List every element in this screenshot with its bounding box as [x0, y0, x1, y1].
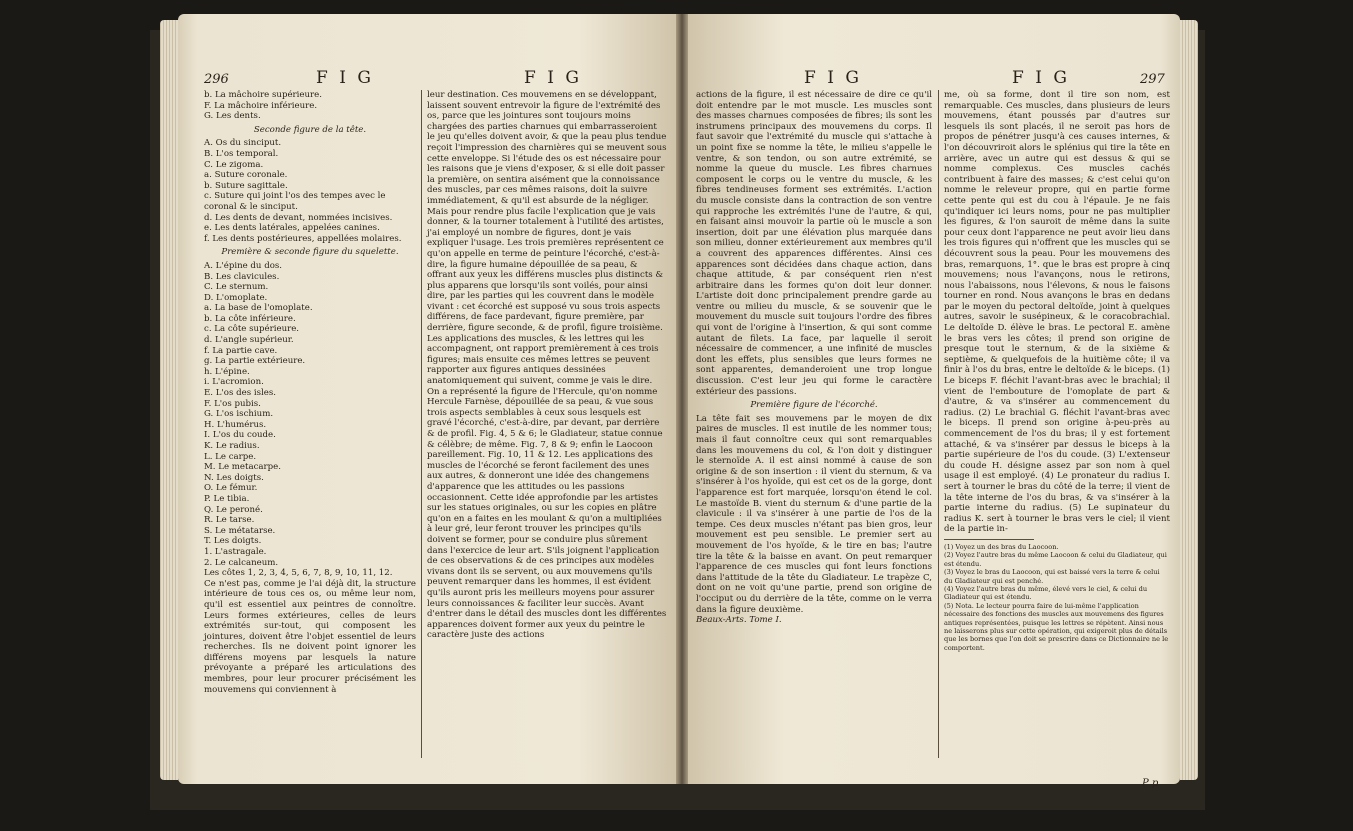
left-col1-entry: T. Les doigts.	[204, 536, 262, 547]
column-rule-right	[938, 90, 939, 758]
left-col1-entry: f. La partie cave.	[204, 345, 278, 356]
left-col1-entry: b. Suture sagittale.	[204, 180, 288, 191]
left-col1-entry: G. Les dents.	[204, 111, 261, 122]
left-col1-entry: 1. L'astragale.	[204, 546, 267, 557]
left-col1-entry: G. L'os ischium.	[204, 409, 274, 420]
left-col1-running-head: F I G	[316, 68, 374, 88]
left-col1-entry: c. Suture qui joint l'os des tempes avec le coronal & le sinciput.	[204, 191, 386, 212]
footnote: (4) Voyez l'autre bras du même, élevé vers le ciel, & celui du Gladiateur qui est étendu.	[944, 584, 1148, 602]
left-col1-entry: Les côtes 1, 2, 3, 4, 5, 6, 7, 8, 9, 10, 11, 12.	[204, 568, 393, 579]
left-col1-entry: R. Le tarse.	[204, 515, 255, 526]
right-col1-footer: Beaux-Arts. Tome I.	[696, 615, 782, 626]
left-col1-entry: C. Le sternum.	[204, 282, 269, 293]
left-col1-entry: S. Le métatarse.	[204, 525, 276, 536]
left-col1-entry: 2. Le calcaneum.	[204, 557, 279, 568]
left-col1-entry: Première & seconde figure du squelette.	[221, 247, 399, 258]
right-col1-text-b: La tête fait ses mouvemens par le moyen de dix paires de muscles. Il est inutile de les nommer tous; mais il faut connoître ceux qui sont remarquables dans les mouvemens du col, & l'on doit y distinguer le sternoïde A. il est ainsi nommé à cause de son origine & de son insertion : il vient du sternum, & va s'insérer à l'os hyoïde, qui est cet os de la gorge, dont l'apparence est fort marquée, lorsqu'on étend le col. Le mastoïde B. vient du sternum & d'une partie de la clavicule : il va s'insérer à une partie de l'os de la tempe. Ces deux muscles n'étant pas bien gros, leur mouvement est peu sensible. Le premier sert au mouvement de l'os hyoïde, & le tire en bas; l'autre tire la tête & la baisse en avant. On peut remarquer l'apparence de ces muscles qui font leurs fonctions dans l'attitude de la tête du Gladiateur. Le trapèze C, dont on ne voit qu'une partie, prend son origine de l'occiput ou du derrière de la tête, comme on le verra dans la figure deuxième.	[696, 413, 932, 615]
footnote: (2) Voyez l'autre bras du même Laocoon & celui du Gladiateur, qui est étendu.	[944, 551, 1167, 568]
right-col2-running-head: F I G	[1012, 68, 1070, 88]
left-col1-entry: Seconde figure de la tête.	[253, 124, 367, 135]
book-gutter	[676, 14, 688, 784]
left-col2-running-head: F I G	[524, 68, 582, 88]
left-page-edges	[160, 20, 178, 780]
footnote: (3) Voyez le bras du Laocoon, qui est baissé vers la terre & celui du Gladiateur qui est penché.	[944, 568, 1160, 585]
left-col1-entry: O. Le fémur.	[204, 483, 258, 494]
right-col1-running-head: F I G	[804, 68, 862, 88]
left-col1-entry: f. Les dents postérieures, appellées molaires.	[204, 233, 402, 244]
left-col1-entry: b. La côte inférieure.	[204, 313, 296, 324]
left-col1-entry: A. L'épine du dos.	[204, 260, 283, 271]
footnotes	[944, 543, 1170, 652]
left-col1-entry: M. Le metacarpe.	[204, 462, 281, 473]
left-col1-entry: a. Suture coronale.	[204, 170, 288, 181]
footnote: (1) Voyez un des bras du Laocoon.	[944, 542, 1059, 551]
left-col1-entry: i. L'acromion.	[204, 377, 264, 388]
left-column-1	[204, 90, 416, 695]
left-col1-entry: C. Le zigoma.	[204, 159, 264, 170]
footnote-rule	[944, 539, 1034, 540]
left-col1-entry: g. La partie extérieure.	[204, 356, 306, 367]
right-column-2	[944, 90, 1170, 652]
left-col1-entry: a. La base de l'omoplate.	[204, 303, 313, 314]
right-page-edges	[1180, 20, 1198, 780]
left-col1-entry: B. Les clavicules.	[204, 271, 280, 282]
left-col1-entry: F. La mâchoire inférieure.	[204, 100, 318, 111]
left-col1-entry: h. L'épine.	[204, 366, 250, 377]
left-col1-entry: D. L'omoplate.	[204, 292, 268, 303]
right-col2-text: me, où sa forme, dont il tire son nom, est remarquable. Ces muscles, dans plusieurs de leurs mouvemens, étant poussés par d'autres sur lesquels ils sont placés, il ne seroit pas hors de propos de pénétrer jusqu'à ces causes internes, & l'on découvriroit alors le splénius qui tire la tête en arrière, avec un autre qui est dessus & qui se nomme complexus. Ces muscles cachés contribuent à faire des masses; & c'est celui qu'on nomme le releveur propre, qui en partie forme cette pente qui est du cou à l'épaule. Je ne fais qu'indiquer ici leurs noms, pour ne pas multiplier les figures, & l'on sauroit de même dans la suite pour ceux dont l'apparence ne peut avoir lieu dans les trois figures qui n'offrent que les muscles qui se découvrent sous la peau. Pour les mouvemens des bras, remarquons, 1°. que le bras est propre à cinq mouvemens; nous l'avançons, nous le retirons, nous l'abaissons, nous l'élevons, & nous le faisons tourner en rond. Nous avançons le bras en dedans par le moyen du pectoral deltoïde, joint à quelques autres, savoir le susépineux, & le coracobrachial. Le deltoïde D. élève le bras. Le pectoral E. amène le bras vers les côtes; il prend son origine de presque tout le sternum, & de la sixième & septième, & quelquefois de la huitième côte; il va finir à l'os du bras, entre le deltoïde & le biceps. (1) Le biceps F. fléchit l'avant-bras avec le brachial; il vient de l'embouture de l'omoplate de part & d'autre, & va s'insérer au commencement du radius. (2) Le brachial G. fléchit l'avant-bras avec le biceps. Il prend son origine à-peu-près au commencement de l'os du bras; il y est fortement attaché, & va s'insérer par dessus le biceps à la partie supérieure de l'os du coude. (3) L'extenseur du coude H. désigne assez par son nom à quel usage il est employé. (4) Le pronateur du radius I. sert à tourner le bras du côté de la terre; il vient de la tête interne de l'os du bras, & va s'insérer à la partie interne du radius. (5) Le supinateur du radius K. sert à tourner le bras vers le ciel; il vient de la partie in-	[944, 90, 1170, 535]
left-col1-entry: N. Les doigts.	[204, 472, 264, 483]
left-page-number: 296	[204, 72, 229, 87]
left-col1-entry: Q. Le peroné.	[204, 504, 263, 515]
left-col1-entry: c. La côte supérieure.	[204, 324, 300, 335]
right-col1-heading: Première figure de l'écorché.	[750, 400, 878, 411]
left-col1-entry: e. Les dents latérales, appelées canines.	[204, 223, 380, 234]
footnote: (5) Nota. Le lecteur pourra faire de lui-même l'application nécessaire des fonctions des muscles aux mouvemens des figures antiques représentées, puisque les lettres se répètent. Ainsi nous ne laisserons plus sur cette opération, qui exigeroit plus de détails que les bornes que l'on doit se prescrire dans ce Dictionnaire ne le comportent.	[944, 601, 1169, 652]
right-col1-text: actions de la figure, il est nécessaire de dire ce qu'il doit entendre par le mot muscle. Les muscles sont des masses charnues composées de fibres; ils sont les instrumens principaux des mouvemens du corps. Il faut savoir que l'extrémité du muscle qui s'attache à un point fixe se nomme la tête, le milieu s'appelle le ventre, & son tendon, ou son autre extrémité, se nomme la queue du muscle. Les fibres charnues composent le corps ou le ventre du muscle, & les fibres tendineuses forment ses extrémités. L'action du muscle consiste dans la contraction de son ventre qui rapproche les extrémités l'une de l'autre, & qui, en faisant ainsi mouvoir la partie où le muscle a son insertion, doit par une élévation plus marquée dans son milieu, donner extérieurement aux membres qu'il a couvrent des apparences différentes. Ainsi ces apparences sont décidées dans chaque action, dans chaque attitude, & par conséquent rien n'est arbitraire dans les formes qu'on doit leur donner. L'artiste doit donc principalement prendre garde au ventre ou milieu du muscle, & se souvenir que le mouvement du muscle suit toujours l'ordre des fibres qui vont de l'origine à l'insertion, & qui sont comme autant de filets. La face, par laquelle il seroit nécessaire de commencer, a une infinité de muscles dont les effets, plus sensibles que leurs formes ne sont apparentes, demanderoient une trop longue discussion. C'est leur jeu qui forme le caractère extérieur des passions.	[696, 90, 932, 397]
left-col1-entry: A. Os du sinciput.	[204, 138, 282, 149]
left-column-2: leur destination. Ces mouvemens en se développant, laissent souvent entrevoir la figure de l'extrémité des os, parce que les jointures sont toujours moins chargées des parties charnues qui embarrasseroient le jeu qu'elles doivent avoir, & que la peau plus tendue reçoit l'impression des charnières qui se meuvent sous cette enveloppe. Si l'étude des os est nécessaire pour les raisons que je viens d'exposer, & si elle doit passer la première, on sentira aisément que la connoissance des muscles, par ces mêmes raisons, doit la suivre immédiatement, & qu'il est absurde de la négliger. Mais pour rendre plus facile l'explication que je vais donner, & la tourner totalement à l'utilité des artistes, j'ai employé un nombre de figures, dont je vais expliquer l'usage. Les trois premières représentent ce qu'on appelle en terme de peinture l'écorché, c'est-à-dire, la figure humaine dépouillée de sa peau, & offrant aux yeux les différens muscles plus distincts & plus apparens que lorsqu'ils sont voilés, pour ainsi dire, par les parties qui les couvrent dans le modèle vivant : cet écorché est supposé vu sous trois aspects différens, de face pardevant, figure première, par derrière, figure seconde, & de profil, figure troisième. Les applications des muscles, & les lettres qui les accompagnent, ont rapport premièrement à ces trois figures; mais ensuite ces mêmes lettres se peuvent rapporter aux figures antiques dessinées anatomiquement qui suivent, comme je vais le dire. On a représenté la figure de l'Hercule, qu'on nomme Hercule Farnèse, dépouillée de sa peau, & vue sous trois aspects semblables à ceux sous lesquels est gravé l'écorché, c'est-à-dire, par devant, par derrière & de profil. Fig. 4, 5 & 6; le Gladiateur, statue connue & célèbre; de même. Fig. 7, 8 & 9; enfin le Laocoon pareillement. Fig. 10, 11 & 12. Les applications des muscles de l'écorché se feront facilement des unes aux autres, & donneront une idée des changemens d'apparence que les attitudes ou les passions occasionnent. Cette idée approfondie par les artistes sur les statues originales, ou sur les copies en plâtre qu'on en a faites en les moulant & qu'on a multipliées à leur gré, leur feront trouver les principes qu'ils doivent se former, pour se conduire plus sûrement dans l'exercice de leur art. S'ils joignent l'application de ces observations & de ces principes aux modèles vivans dont ils se servent, ou aux mouvemens qu'ils peuvent remarquer dans les hommes, il est évident qu'ils auront pris les meilleurs moyens pour assurer leurs connoissances & faciliter leur succès. Avant d'entrer dans le détail des muscles dont les différentes apparences doivent former aux yeux du peintre le caractère juste des actions	[427, 90, 667, 641]
column-rule-left	[421, 90, 422, 758]
left-col1-entry: K. Le radius.	[204, 441, 260, 451]
left-col1-entry: L. Le carpe.	[204, 451, 257, 462]
left-col1-entry: b. La mâchoire supérieure.	[204, 90, 322, 100]
left-col1-entry: B. L'os temporal.	[204, 148, 279, 159]
left-col1-entry: P. Le tibia.	[204, 493, 250, 504]
left-col1-entry: I. L'os du coude.	[204, 430, 276, 441]
left-col1-entry: F. L'os pubis.	[204, 398, 261, 409]
signature-mark: P p	[1142, 778, 1159, 789]
left-col1-entry: E. L'os des isles.	[204, 388, 276, 399]
right-page-number: 297	[1140, 72, 1165, 87]
left-col1-entry: d. Les dents de devant, nommées incisives.	[204, 212, 393, 223]
right-column-1	[696, 90, 932, 626]
left-col1-entry: Ce n'est pas, comme je l'ai déjà dit, la structure intérieure de tous ces os, ou même leur nom, qu'il est essentiel aux peintres de connoître. Leurs formes extérieures, celles de leurs extrémités sur-tout, qui composent les jointures, doivent être l'objet essentiel de leurs recherches. Ils ne doivent point ignorer les différens moyens par lesquels la nature prévoyante a préparé les articulations des membres, pour leur procurer précisément les mouvemens qui conviennent à	[204, 578, 416, 695]
left-col1-entry: d. L'angle supérieur.	[204, 335, 294, 346]
left-col1-entry: H. L'humérus.	[204, 419, 267, 430]
